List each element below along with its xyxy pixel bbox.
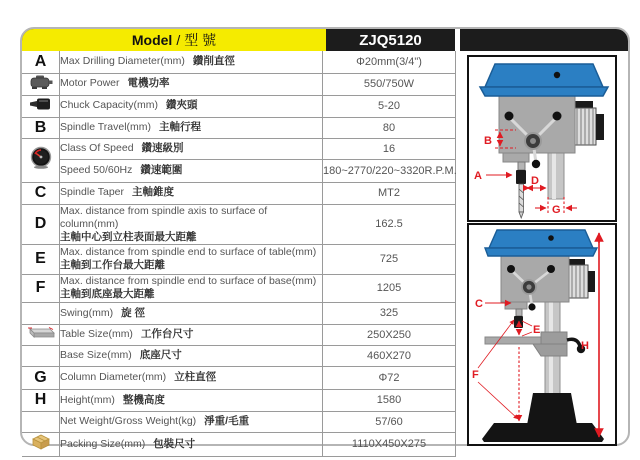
table-row: [22, 117, 456, 138]
row-value: MT2: [323, 182, 456, 204]
row-value: 725: [323, 244, 456, 274]
row-label-f: F: [22, 274, 60, 302]
desc-zh: 主軸到底座最大距離: [60, 288, 155, 301]
row-value: 460X270: [323, 345, 456, 366]
desc-zh: 工作台尺寸: [140, 328, 194, 341]
table-row: [22, 345, 456, 366]
table-row: [22, 411, 456, 432]
table-row: [22, 389, 456, 411]
spec-sheet: [20, 27, 630, 451]
row-value: 1205: [323, 274, 456, 302]
table-row: [22, 138, 456, 159]
row-value: 5-20: [323, 95, 456, 117]
table-row: [22, 244, 456, 274]
row-desc: [60, 159, 323, 182]
worktable-icon: [26, 325, 56, 340]
desc-zh: 主軸錐度: [132, 186, 175, 199]
row-label-d: D: [22, 204, 60, 244]
table-row: [22, 432, 456, 456]
table-row: [22, 182, 456, 204]
table-row: [22, 95, 456, 117]
dim-label-a: A: [474, 170, 482, 182]
diagram-panel: [462, 51, 630, 446]
row-icon-cell: [22, 95, 60, 117]
row-desc: [60, 204, 323, 244]
spec-table: [22, 51, 456, 457]
row-label-empty: [22, 411, 60, 432]
desc-zh: 淨重/毛重: [204, 415, 250, 428]
row-value: 180~2770/220~3320R.P.M.: [323, 159, 456, 182]
row-desc: [60, 389, 323, 411]
desc-en: Max. distance from spindle end to surface of table(mm): [60, 246, 317, 259]
model-label-separator: /: [176, 32, 181, 48]
dim-label-d: D: [531, 175, 539, 187]
dim-label-h: H: [581, 340, 589, 352]
row-icon-cell: [22, 432, 60, 456]
desc-en: Motor Power: [60, 77, 120, 90]
desc-zh: 鑽夾頭: [166, 99, 198, 112]
desc-zh: 電機功率: [127, 77, 170, 90]
dim-label-f: F: [472, 369, 479, 381]
row-label-h: H: [22, 389, 60, 411]
desc-en: Height(mm): [60, 393, 115, 406]
model-header-cell: [22, 29, 326, 51]
table-row: [22, 324, 456, 345]
desc-en: Class Of Speed: [60, 141, 134, 154]
row-desc: [60, 138, 323, 159]
table-row: [22, 274, 456, 302]
desc-en: Chuck Capacity(mm): [60, 99, 159, 112]
table-row: [22, 302, 456, 324]
row-desc: [60, 182, 323, 204]
model-number: ZJQ5120: [359, 31, 422, 49]
row-desc: [60, 324, 323, 345]
row-desc: [60, 345, 323, 366]
header-bar: [22, 29, 628, 51]
row-value: 57/60: [323, 411, 456, 432]
model-label-zh: 型 號: [184, 32, 217, 48]
header-divider: [455, 29, 460, 51]
row-value: Φ20mm(3/4"): [323, 51, 456, 73]
row-desc: [60, 117, 323, 138]
table-row: [22, 159, 456, 182]
packing-box-icon: [29, 433, 53, 451]
drill-head-diagram: [469, 57, 615, 220]
desc-zh: 底座尺寸: [139, 349, 182, 362]
row-desc: [60, 432, 323, 456]
desc-en: Speed 50/60Hz: [60, 163, 133, 176]
desc-zh: 整機高度: [122, 393, 165, 406]
row-desc: [60, 244, 323, 274]
row-desc: [60, 95, 323, 117]
row-desc: [60, 302, 323, 324]
row-label-g: G: [22, 366, 60, 389]
machine-diagram-frame: [467, 223, 617, 446]
dim-label-b: B: [484, 135, 492, 147]
row-label-empty: [22, 302, 60, 324]
speed-gauge-icon: [29, 146, 53, 170]
row-value: 16: [323, 138, 456, 159]
model-label-en: Model: [131, 32, 173, 48]
desc-zh: 鑽速範圍: [140, 163, 183, 176]
desc-en: Max Drilling Diameter(mm): [60, 55, 185, 68]
row-label-c: C: [22, 182, 60, 204]
drill-press-diagram: [469, 225, 615, 444]
row-value: 1110X450X275: [323, 432, 456, 456]
row-label-e: E: [22, 244, 60, 274]
desc-en: Max. distance from spindle axis to surface of column(mm): [60, 204, 268, 230]
row-label-b: B: [22, 117, 60, 138]
desc-en: Swing(mm): [60, 306, 114, 319]
dim-label-e: E: [533, 324, 541, 336]
desc-zh: 主軸中心到立柱表面最大距離: [60, 230, 197, 243]
desc-en: Column Diameter(mm): [60, 371, 167, 384]
row-value: 162.5: [323, 204, 456, 244]
dim-label-c: C: [475, 298, 483, 310]
desc-en: Net Weight/Gross Weight(kg): [60, 415, 197, 428]
desc-zh: 鑽削直徑: [192, 55, 235, 68]
row-value: 80: [323, 117, 456, 138]
head-diagram-frame: [467, 55, 617, 222]
desc-zh: 主軸行程: [159, 120, 202, 133]
table-row: [22, 366, 456, 389]
desc-en: Packing Size(mm): [60, 437, 146, 450]
row-value: Φ72: [323, 366, 456, 389]
desc-en: Spindle Travel(mm): [60, 120, 152, 133]
desc-zh: 包裝尺寸: [153, 437, 196, 450]
row-value: 325: [323, 302, 456, 324]
row-icon-cell: [22, 324, 60, 345]
row-value: 1580: [323, 389, 456, 411]
row-value: 550/750W: [323, 73, 456, 95]
row-value: 250X250: [323, 324, 456, 345]
desc-en: Base Size(mm): [60, 349, 132, 362]
row-icon-cell: [22, 73, 60, 95]
desc-en: Max. distance from spindle end to surface of base(mm): [60, 275, 317, 288]
row-desc: [60, 366, 323, 389]
row-desc: [60, 51, 323, 73]
row-desc: [60, 274, 323, 302]
table-row: [22, 73, 456, 95]
desc-zh: 鑽速級別: [141, 141, 184, 154]
row-icon-cell: [22, 138, 60, 182]
desc-zh: 旋 徑: [121, 306, 146, 319]
row-label-empty: [22, 345, 60, 366]
chuck-icon: [28, 96, 54, 112]
desc-zh: 立柱直徑: [174, 371, 217, 384]
row-desc: [60, 411, 323, 432]
desc-en: Spindle Taper: [60, 186, 125, 199]
row-label-a: A: [22, 51, 60, 73]
desc-en: Table Size(mm): [60, 328, 133, 341]
motor-icon: [28, 74, 54, 90]
table-row: [22, 51, 456, 73]
row-desc: [60, 73, 323, 95]
table-row: [22, 204, 456, 244]
desc-zh: 主軸到工作台最大距離: [60, 259, 165, 272]
dim-label-g: G: [552, 204, 561, 216]
